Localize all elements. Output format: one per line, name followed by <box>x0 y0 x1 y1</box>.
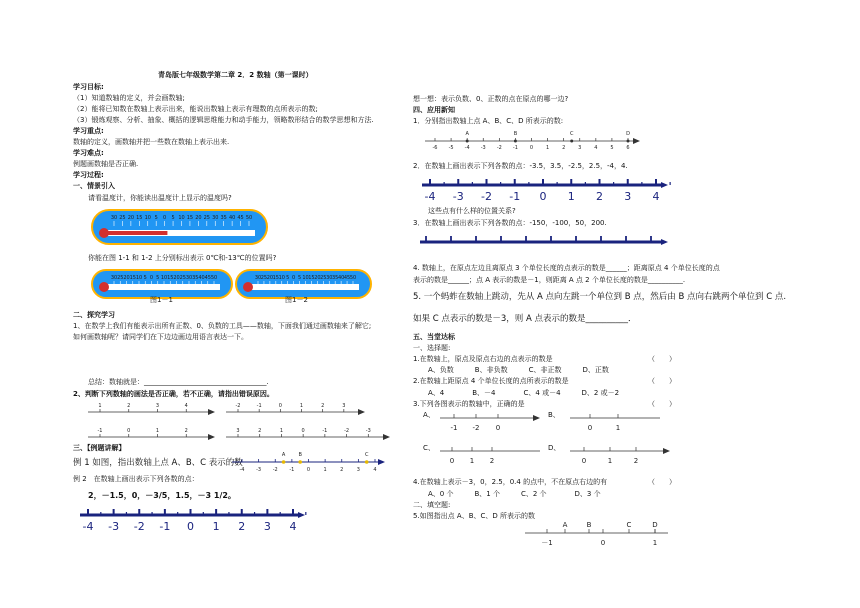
question-5-line-2: 如果 C 点表示的数是－3，则 A 点表示的数是__________． <box>413 314 637 324</box>
choice-3: 3.下列各图表示的数轴中，正确的是 <box>413 400 525 408</box>
thermometer-fig-2-label-3: 15 <box>272 275 279 281</box>
thermometer-main-label-5: 5 <box>154 215 158 221</box>
judge-axis-3-label-1: 0 <box>127 428 131 434</box>
fill-5-point-label-D: D <box>652 521 658 529</box>
option-d-label: D、 <box>548 444 561 452</box>
thermometer-main-label-12: 30 <box>212 215 219 221</box>
question-1-point-label-B: B <box>513 131 518 137</box>
question-1-axis-arrow <box>633 138 640 144</box>
question-1-label-11: 5 <box>610 145 614 151</box>
thermometer-main-label-13: 35 <box>220 215 227 221</box>
thermometer-fig-2-label-8: 10 <box>302 275 309 281</box>
thermometer-main-label-16: 50 <box>245 215 253 221</box>
thermometer-main-label-7: 5 <box>171 215 175 221</box>
thermometer-main-label-14: 40 <box>228 215 236 221</box>
thermometer-fig-1-label-6: 0 <box>149 275 154 281</box>
example-1-label-6: 2 <box>340 467 344 473</box>
example-2-axis-label-6: 2 <box>238 520 246 533</box>
thermometer-fig-1-label-16: 50 <box>210 275 218 281</box>
judge-axis-4-label-3: 0 <box>301 428 305 434</box>
example-1-point-label-C: C <box>364 452 369 458</box>
example-1-point-C <box>365 460 369 464</box>
judge-axis-4-label-0: 3 <box>236 428 240 434</box>
example-1-text: 例 1 如图，指出数轴上点 A、B、C 表示的数 <box>73 458 243 468</box>
question-2-follow: 这些点有什么样的位置关系? <box>428 207 516 215</box>
key-heading: 学习重点: <box>73 127 104 135</box>
fill-5-label-0: －1 <box>541 539 553 547</box>
judge-axis-1-label-3: 4 <box>184 403 188 409</box>
choice-1-options: A、负数 B、非负数 C、非正数 D、正数 <box>428 366 609 374</box>
question-2-axis-label-4: 0 <box>539 190 547 203</box>
question-2-axis-arrow <box>661 182 668 188</box>
choice-4-paren: （ ） <box>648 478 676 486</box>
section-3-heading: 三、【例题讲解】 <box>73 444 126 452</box>
question-1-point-C <box>570 140 573 143</box>
thermometer-fig-2-bulb <box>243 282 253 292</box>
question-2-axis-label-1: -3 <box>452 190 464 203</box>
question-2-axis-label-7: 3 <box>624 190 632 203</box>
thermometer-fig-2-label-14: 40 <box>337 275 345 281</box>
fill-5-point-label-C: C <box>626 521 632 529</box>
thermometer-fig-2-label-11: 25 <box>320 275 327 281</box>
example-2-axis-label-1: -3 <box>108 520 120 533</box>
question-4-line-1: 4. 数轴上，在原点左边且离原点 3 个单位长度的点表示的数是______；距离原点 4 个单位长度的点 <box>413 264 720 272</box>
example-1-label-4: 0 <box>306 467 311 473</box>
choice-3-paren: （ ） <box>648 400 676 408</box>
option-d-axis-label-2: 2 <box>633 457 639 465</box>
question-1-label-6: 0 <box>529 145 534 151</box>
thermometer-main-label-3: 15 <box>136 215 143 221</box>
question-1-label-5: -1 <box>512 145 518 151</box>
example-1-label-3: -1 <box>289 467 295 473</box>
judge-axis-2-label-3: 1 <box>299 403 304 409</box>
thermometer-fig-1-label-4: 10 <box>135 275 143 281</box>
option-c-label: C、 <box>423 444 435 452</box>
thermometer-main-label-9: 15 <box>186 215 194 221</box>
judge-axis-2-label-5: 3 <box>342 403 346 409</box>
thermometer-fig-2-label-6: 0 <box>292 275 296 281</box>
choice-heading: 一、选择题: <box>413 344 451 352</box>
goal-2: （2）能将已知数在数轴上表示出来，能说出数轴上表示有理数的点所表示的数; <box>73 105 318 113</box>
thermometer-fig-2-label-13: 35 <box>332 275 339 281</box>
option-c-axis-label-0: 0 <box>449 457 455 465</box>
example-2-axis-label-5: 1 <box>212 520 220 533</box>
thermometer-fig-1-label-7: 5 <box>156 275 160 281</box>
example-1-label-7: 3 <box>356 467 360 473</box>
thermometer-fig-2-label-2: 20 <box>266 275 274 281</box>
thermometer-fig-2-label-15: 45 <box>343 275 351 281</box>
thermometer-fig-1-bulb <box>99 282 109 292</box>
choice-2-paren: （ ） <box>648 377 676 385</box>
thermometer-fig-1-label-0: 30 <box>110 275 118 281</box>
thermometer-fig-1-label-13: 35 <box>192 275 199 281</box>
thermometer-fig-1-label-3: 15 <box>129 275 136 281</box>
question-1-point-label-C: C <box>569 131 574 137</box>
judge-axis-4-label-4: -1 <box>322 428 328 434</box>
choice-4: 4.在数轴上表示－3，0，2.5，0.4 的点中，不在原点右边的有 <box>413 478 608 486</box>
option-c-axis-label-2: 2 <box>489 457 495 465</box>
section-1-question-1: 请看温度计，你能读出温度计上显示的温度吗? <box>88 194 232 202</box>
option-a-label: A、 <box>423 411 435 419</box>
option-a-axis-label-2: 0 <box>495 424 501 432</box>
judge-axis-3-label-2: 1 <box>155 428 160 434</box>
question-1-label-10: 4 <box>594 145 598 151</box>
process-heading: 学习过程: <box>73 171 104 179</box>
judge-axis-2-arrow <box>358 409 365 415</box>
judge-axis-1-label-0: 1 <box>98 403 102 409</box>
thermometer-main-label-10: 20 <box>195 215 202 221</box>
fill-5: 5.如图指出点 A、B、C、D 所表示的数 <box>413 512 535 520</box>
judge-axis-3-label-3: 2 <box>184 428 188 434</box>
question-1-label-2: -4 <box>464 145 470 151</box>
example-2-text: 例 2 在数轴上画出表示下列各数的点： <box>73 475 199 483</box>
question-3-axis-arrow <box>661 239 668 245</box>
judge-axis-1-label-1: 2 <box>127 403 131 409</box>
think-question: 想一想：表示负数、0、正数的点在原点的哪一边? <box>413 95 569 103</box>
thermometer-fig-1-label-14: 40 <box>198 275 205 281</box>
judge-axis-3-arrow <box>208 434 215 440</box>
thermometer-fig-2-label-16: 50 <box>349 275 357 281</box>
option-b-label: B、 <box>548 411 560 419</box>
judge-axis-1-label-2: 3 <box>155 403 160 409</box>
question-1-label-4: -2 <box>496 145 502 151</box>
question-1-point-label-D: D <box>626 131 630 137</box>
question-1-point-B <box>514 140 517 143</box>
example-1-point-label-A: A <box>281 452 286 458</box>
thermometer-main-label-8: 10 <box>178 215 185 221</box>
fill-5-label-1: 0 <box>600 539 606 547</box>
thermometer-fig-2-label-9: 15 <box>308 275 315 281</box>
example-1-label-0: -4 <box>239 467 245 473</box>
goal-3: （3）锻炼观察、分析、抽象、概括的逻辑思维能力和动手能力，领略数形结合的数学思想和方法. <box>73 116 374 124</box>
example-1-label-1: -3 <box>256 467 262 473</box>
example-2-numbers: 2，－1.5，0，－3/5，1.5，－3 1/2。 <box>88 491 236 500</box>
goal-1: （1）知道数轴的定义，并会画数轴; <box>73 94 185 102</box>
question-4-line-2: 表示的数是______；点 A 表示的数是－1，则距离 A 点 2 个单位长度的数是__________. <box>413 276 686 284</box>
question-1-point-label-A: A <box>465 131 469 137</box>
section-2-para-2: 如何画数轴呢？请同学们在下边边画边用语言表达一下。 <box>73 333 248 341</box>
question-2-axis-label-0: -4 <box>424 190 436 203</box>
difficulty-heading: 学习难点: <box>73 149 104 157</box>
question-2: 2．在数轴上画出表示下列各数的点：-3.5，3.5，-2.5，2.5，-4，4. <box>413 162 628 170</box>
thermometer-main-label-1: 25 <box>119 215 126 221</box>
key-text: 数轴的定义，画数轴并把一些数在数轴上表示出来. <box>73 138 230 146</box>
thermometer-fig-1-label-15: 45 <box>204 275 211 281</box>
thermometer-main-label-15: 45 <box>237 215 244 221</box>
thermometer-main-mercury <box>104 231 167 235</box>
question-3: 3．在数轴上画出表示下列各数的点：-150，-100，50，200. <box>413 219 607 227</box>
fig-2-caption: 图1－2 <box>285 296 308 304</box>
thermometer-fig-1-tube <box>104 284 220 290</box>
thermometer-fig-1-label-5: 5 <box>143 275 147 281</box>
question-1-label-1: -5 <box>448 145 454 151</box>
question-2-axis-label-3: -1 <box>509 190 521 203</box>
judge-axis-4-label-6: -3 <box>365 428 371 434</box>
fill-5-point-label-A: A <box>562 521 568 529</box>
question-2-axis-label-6: 2 <box>596 190 603 203</box>
fig-1-caption: 图1－1 <box>150 296 173 304</box>
question-1-label-9: 3 <box>578 145 582 151</box>
option-b-axis-label-1: 1 <box>615 424 621 432</box>
difficulty-text: 例题画数轴是否正确. <box>73 160 139 168</box>
judge-axis-2-label-0: -2 <box>235 403 241 409</box>
question-1-point-A <box>466 140 469 143</box>
thermometer-fig-2-label-10: 20 <box>314 275 321 281</box>
thermometer-fig-2-label-12: 30 <box>326 275 333 281</box>
example-2-axis-label-4: 0 <box>187 520 194 533</box>
thermometer-fig-1-label-11: 25 <box>179 275 186 281</box>
thermometer-fig-2-tube <box>248 284 359 290</box>
example-2-axis-label-8: 4 <box>289 520 297 533</box>
example-1-label-5: 1 <box>323 467 327 473</box>
thermometer-fig-1-label-12: 30 <box>185 275 193 281</box>
page-title: 青岛版七年级数学第二章 2．2 数轴（第一课时） <box>158 71 313 79</box>
question-2-axis-label-8: 4 <box>652 190 660 203</box>
judge-axis-4-arrow <box>383 434 390 440</box>
section-2-para-1: 1、在数学上我们有能表示出所有正数、0、负数的工具——数轴，下面我们通过画数轴来了解它; <box>73 322 372 330</box>
judge-axis-2-label-1: -1 <box>256 403 262 409</box>
fill-heading: 二、填空题: <box>413 501 451 509</box>
judge-axis-2-label-2: 0 <box>278 403 282 409</box>
fill-5-point-label-B: B <box>586 521 592 529</box>
thermometer-main-label-11: 25 <box>203 215 210 221</box>
thermometer-main-label-0: 30 <box>110 215 118 221</box>
fill-5-label-2: 1 <box>652 539 658 547</box>
question-1: 1．分别指出数轴上点 A、B、C、D 所表示的数: <box>413 117 564 125</box>
section-1-question-2: 你能在图 1-1 和 1-2 上分别标出表示 0℃和-13℃的位置吗? <box>88 254 277 262</box>
section-2-question-2: 2、判断下列数轴的画法是否正确，若不正确，请指出错误原因。 <box>73 390 274 398</box>
thermometer-fig-1-label-9: 15 <box>167 275 174 281</box>
thermometer-fig-1-label-1: 25 <box>117 275 124 281</box>
question-1-label-12: 6 <box>626 145 630 151</box>
thermometer-fig-2-label-4: 10 <box>278 275 285 281</box>
thermometer-fig-1-label-10: 20 <box>173 275 180 281</box>
thermometer-fig-2-label-5: 5 <box>286 275 290 281</box>
example-2-axis-label-0: -4 <box>82 520 94 533</box>
option-c-axis-label-1: 1 <box>469 457 475 465</box>
question-1-label-0: -6 <box>432 145 438 151</box>
summary-line: 总结：数轴就是：___________________________________. <box>88 378 269 386</box>
question-1-label-8: 2 <box>562 145 566 151</box>
choice-1-paren: （ ） <box>648 355 676 363</box>
thermometer-main-label-6: 0 <box>163 215 167 221</box>
example-1-axis-arrow <box>378 459 385 465</box>
choice-2: 2.在数轴上距原点 4 个单位长度的点所表示的数是 <box>413 377 569 385</box>
thermometer-fig-2-label-1: 25 <box>260 275 268 281</box>
judge-axis-4-label-2: 1 <box>279 428 284 434</box>
option-b-axis-label-0: 0 <box>587 424 593 432</box>
question-2-axis-label-2: -2 <box>481 190 492 203</box>
section-2-heading: 二、探究学习 <box>73 311 115 319</box>
judge-axis-3-label-0: -1 <box>97 428 103 434</box>
example-1-point-label-B: B <box>298 452 302 458</box>
option-d-axis-arrow <box>663 448 670 454</box>
option-d-axis-label-0: 0 <box>581 457 587 465</box>
section-5-heading: 五、当堂达标 <box>413 333 455 341</box>
judge-axis-1-arrow <box>208 409 215 415</box>
option-a-axis-arrow <box>533 415 540 421</box>
question-1-label-7: 1 <box>545 145 550 151</box>
choice-4-options: A、0 个 B、1 个 C、2 个 D、3 个 <box>428 490 601 498</box>
thermometer-main-label-4: 10 <box>144 215 151 221</box>
example-2-axis-arrow <box>298 512 305 518</box>
judge-axis-2-label-4: 2 <box>321 403 325 409</box>
example-1-point-B <box>298 460 302 464</box>
judge-axis-4-label-1: 2 <box>258 428 262 434</box>
thermometer-main-label-2: 20 <box>127 215 135 221</box>
example-1-label-8: 4 <box>373 467 377 473</box>
question-2-axis-label-5: 1 <box>567 190 575 203</box>
question-5-line-1: 5. 一个蚂蚱在数轴上跳动，先从 A 点向左跳一个单位到 B 点，然后由 B 点向右跳两个单位到 C 点. <box>413 292 787 302</box>
thermometer-fig-1-label-2: 20 <box>123 275 130 281</box>
section-1-heading: 一、情景引入 <box>73 182 115 190</box>
choice-1: 1.在数轴上，原点及原点右边的点表示的数是 <box>413 355 553 363</box>
choice-2-options: A、4 B、－4 C、4 或－4 D、2 或－2 <box>428 389 620 397</box>
option-a-axis-label-1: -2 <box>472 424 480 432</box>
judge-axis-4-label-5: -2 <box>344 428 350 434</box>
goals-heading: 学习目标: <box>73 83 104 91</box>
thermometer-fig-1-label-8: 10 <box>160 275 168 281</box>
example-2-axis-label-3: -1 <box>159 520 171 533</box>
section-4-heading: 四、应用新知 <box>413 106 455 114</box>
example-2-axis-label-2: -2 <box>133 520 145 533</box>
option-d-axis-label-1: 1 <box>607 457 613 465</box>
question-1-label-3: -3 <box>480 145 486 151</box>
option-a-axis-label-0: -1 <box>450 424 458 432</box>
thermometer-fig-2-label-0: 30 <box>254 275 262 281</box>
example-1-label-2: -2 <box>272 467 278 473</box>
example-1-point-A <box>282 460 286 464</box>
example-2-axis-label-7: 3 <box>263 520 271 533</box>
thermometer-fig-2-label-7: 5 <box>297 275 302 281</box>
question-1-point-D <box>627 140 630 143</box>
